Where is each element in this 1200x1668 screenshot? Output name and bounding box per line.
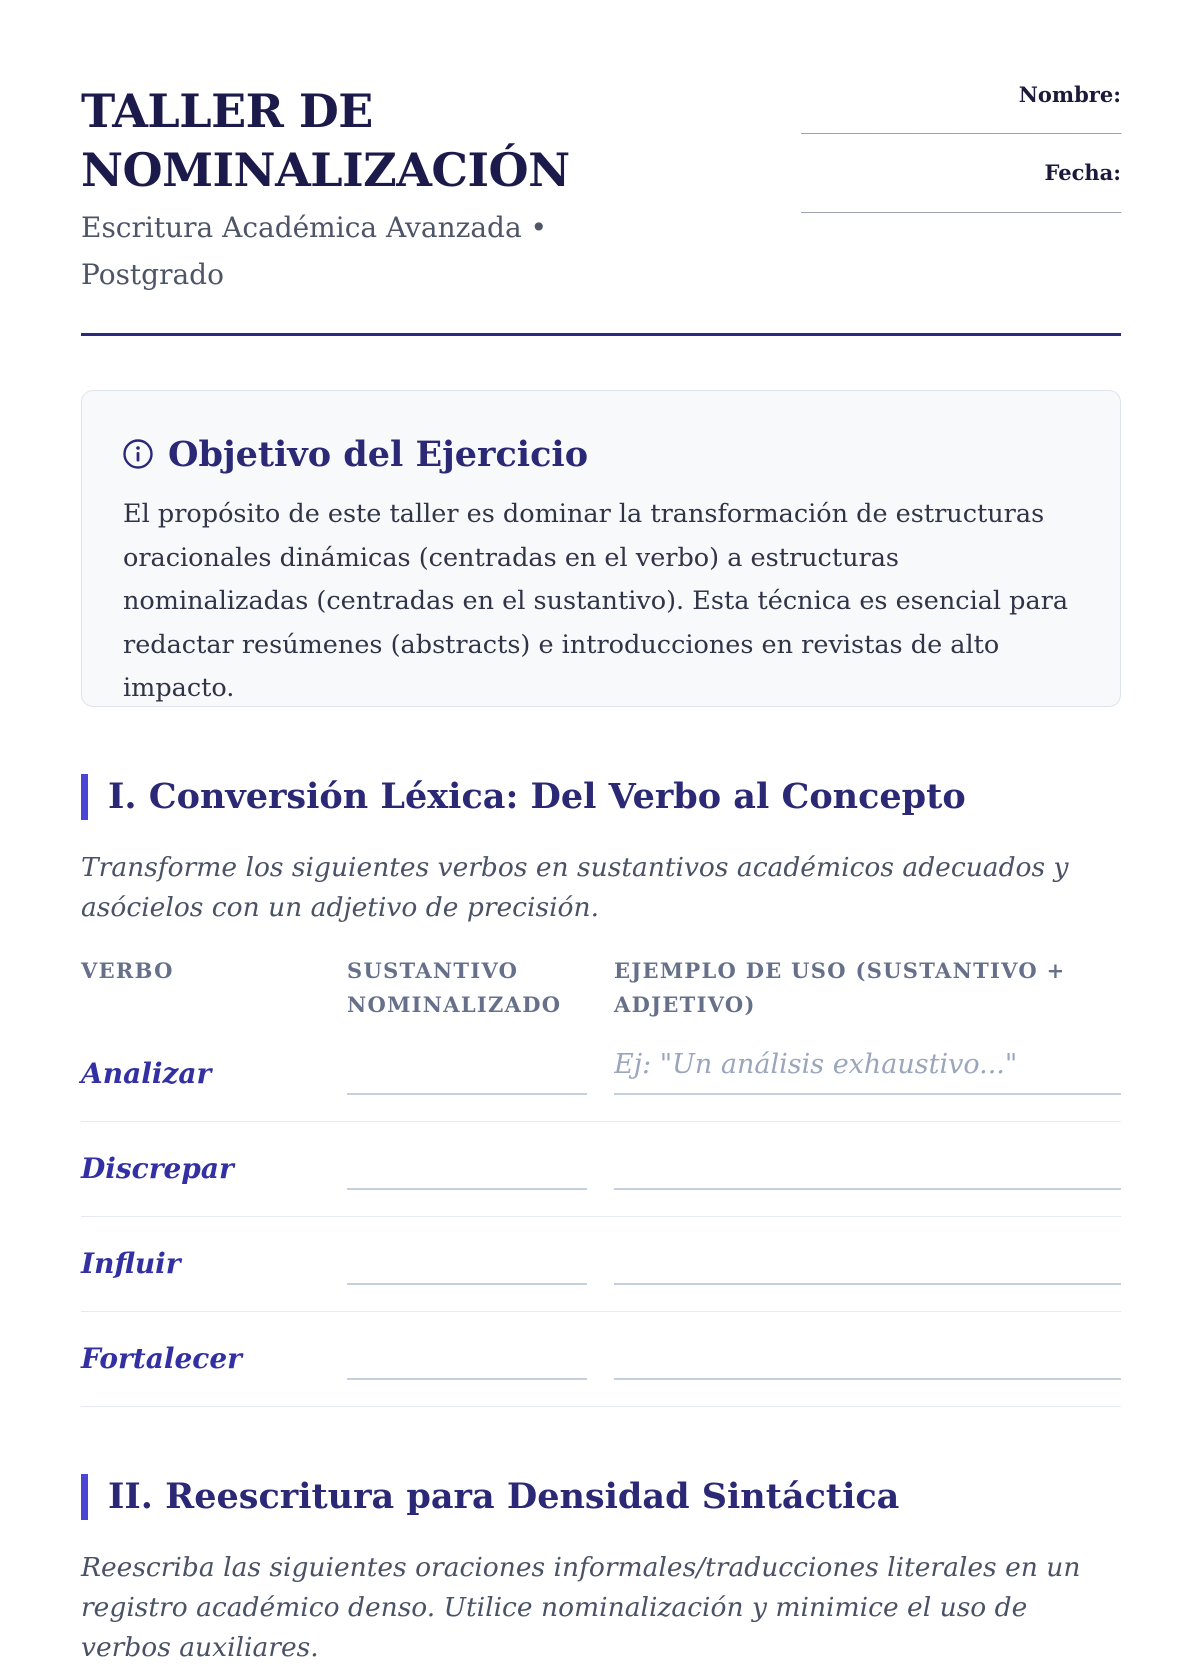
worksheet-header	[81, 82, 1121, 336]
example-input[interactable]	[614, 1130, 1121, 1190]
example-input[interactable]	[614, 1035, 1121, 1095]
objective-box	[81, 390, 1121, 707]
noun-input[interactable]	[347, 1225, 587, 1285]
verb-cell: Influir	[81, 1247, 181, 1280]
name-field[interactable]: ________________________________	[801, 110, 1121, 134]
objective-heading	[122, 431, 588, 477]
table-row	[81, 1312, 1121, 1407]
section2-instructions: Reescriba las siguientes oraciones informales/traducciones literales en un registro académico denso. Utilice nominalización y minimice el uso de verbos auxiliares.	[81, 1552, 1081, 1663]
table-row	[81, 1217, 1121, 1312]
info-icon	[122, 438, 154, 470]
section1-title: I. Conversión Léxica: Del Verbo al Concepto	[81, 774, 1121, 820]
section1-instructions: Transforme los siguientes verbos en sustantivos académicos adecuados y asócielos con un adjetivo de precisión.	[81, 852, 1069, 923]
verb-cell: Analizar	[81, 1057, 212, 1090]
example-input[interactable]	[614, 1320, 1121, 1380]
name-label: Nombre:	[1018, 82, 1121, 107]
page-subtitle: Escritura Académica Avanzada • Postgrado	[81, 211, 548, 291]
table-row	[81, 1027, 1121, 1122]
date-label: Fecha:	[1044, 160, 1121, 185]
section2-title: II. Reescritura para Densidad Sintáctica	[81, 1474, 1121, 1520]
noun-input[interactable]	[347, 1320, 587, 1380]
table-row	[81, 1122, 1121, 1217]
column-header-example: EJEMPLO DE USO (SUSTANTIVO + ADJETIVO)	[614, 958, 1066, 1017]
example-input[interactable]	[614, 1225, 1121, 1285]
verb-cell: Discrepar	[81, 1152, 234, 1185]
column-header-verb: VERBO	[81, 958, 174, 983]
noun-input[interactable]	[347, 1035, 587, 1095]
objective-title: Objetivo del Ejercicio	[168, 433, 589, 475]
column-header-noun: SUSTANTIVO NOMINALIZADO	[347, 958, 562, 1017]
noun-input[interactable]	[347, 1130, 587, 1190]
verb-cell: Fortalecer	[81, 1342, 242, 1375]
objective-text: El propósito de este taller es dominar la transformación de estructuras oracionales dinámicas (centradas en el verbo) a estructuras nominalizadas (centradas en el sustantivo). Esta técnica es esencial para redactar resúmenes (abstracts) e introducciones en revistas de alto impacto.	[123, 499, 1069, 703]
date-field[interactable]: ________________________________	[801, 189, 1121, 213]
page-title: TALLER DE NOMINALIZACIÓN	[81, 84, 570, 197]
